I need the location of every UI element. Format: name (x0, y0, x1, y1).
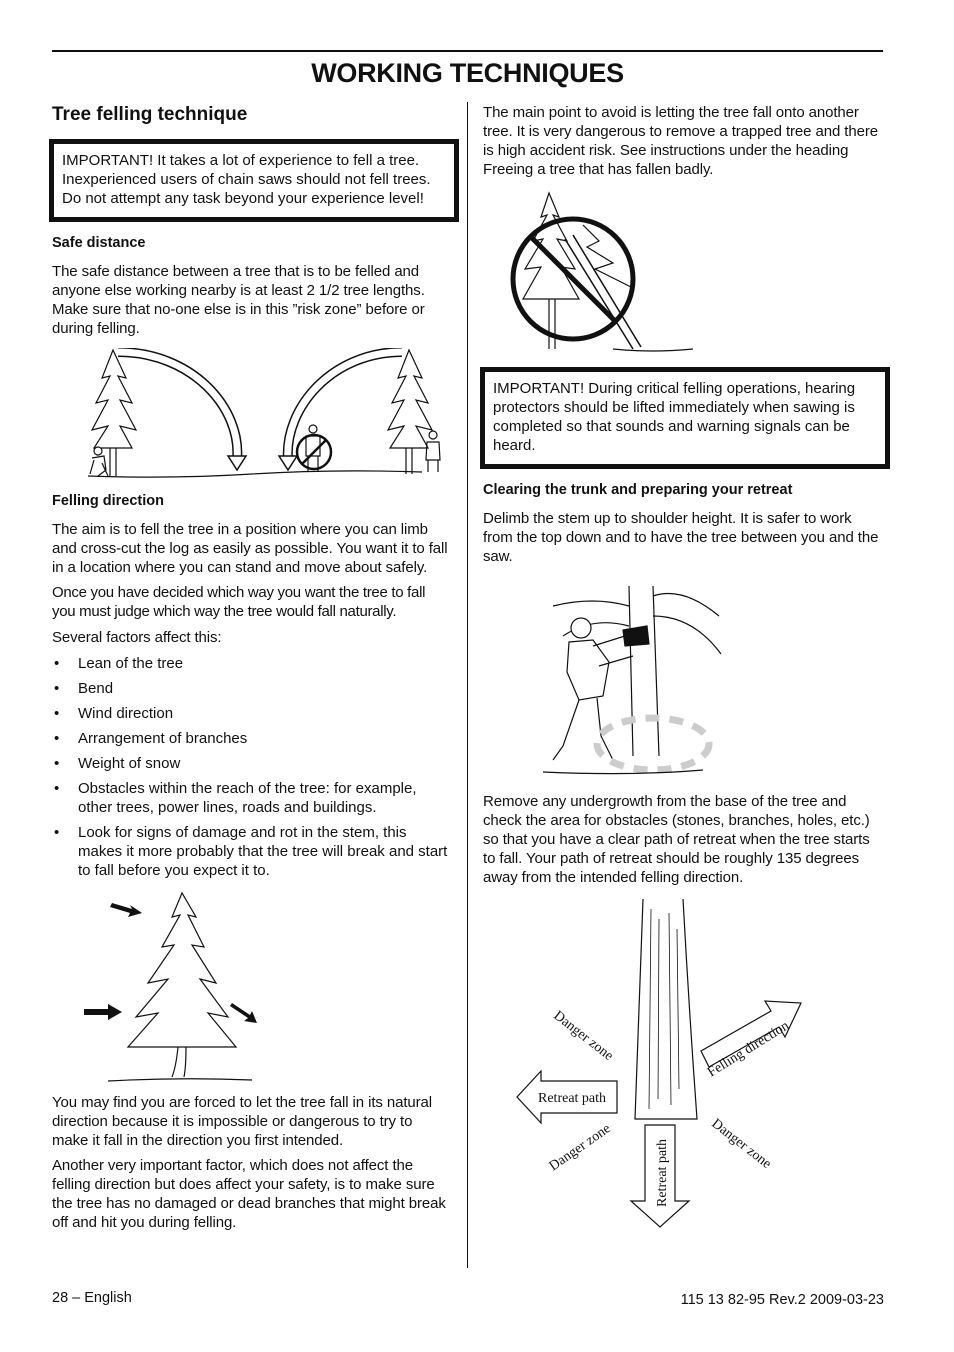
felling-paragraph-2: Once you have decided which way you want the tree to fall you must judge which way the tree would fall naturally. (52, 584, 426, 620)
dead-branches-paragraph: Another very important factor, which does not affect the felling direction but does affect your safety, is to make sure the tree has no damaged or dead branches that might break off and hit you during felling. (52, 1157, 446, 1231)
diagram-label-danger-zone-bottom-right: Danger zone (708, 1116, 774, 1172)
safe-distance-text: The safe distance between a tree that is to be felled and anyone else working nearby is at least 2 1/2 tree lengths. Make sure that no-one else is in this ”risk zone” before or during felling. (52, 263, 425, 337)
list-item: • Bend (52, 679, 450, 698)
list-item: • Weight of snow (52, 754, 450, 773)
diagram-label-retreat-path-down: Retreat path (655, 1138, 670, 1207)
tree-forces-illustration (52, 887, 450, 1087)
diagram-label-danger-zone-bottom-left: Danger zone (546, 1121, 614, 1175)
diagram-label-retreat-path-left: Retreat path (538, 1091, 607, 1106)
list-item: • Lean of the tree (52, 654, 450, 673)
diagram-label-felling-direction: Felling direction (705, 1018, 792, 1081)
clearing-paragraph-2: Remove any undergrowth from the base of the tree and check the area for obstacles (stones, branches, holes, etc.) so that you have a clear path of retreat when the tree starts to fall. Your path of retreat should be roughly 135 degrees away from the intended felling direction. (483, 793, 870, 886)
felling-direction-heading: Felling direction (52, 493, 164, 509)
list-item: • Obstacles within the reach of the tree: for example, other trees, power lines, roads and buildings. (52, 779, 450, 817)
no-tree-on-tree-illustration (483, 189, 883, 361)
felling-paragraph-3: Several factors affect this: (52, 629, 222, 646)
section-heading: Tree felling technique (52, 104, 248, 125)
header-rule (52, 50, 883, 52)
page-number: 28 – English (52, 1290, 132, 1306)
natural-direction-paragraph: You may find you are forced to let the tree fall in its natural direction because it is impossible or dangerous to try to make it fall in the direction you first intended. (52, 1094, 433, 1149)
right-column (483, 102, 883, 1234)
safe-distance-illustration (52, 348, 450, 488)
safe-distance-heading: Safe distance (52, 235, 146, 251)
column-divider (467, 102, 468, 1268)
diagram-label-danger-zone-top-left: Danger zone (550, 1008, 616, 1064)
factors-list (52, 654, 450, 880)
felling-paragraph-1: The aim is to fell the tree in a position where you can limb and cross-cut the log as easily as possible. You want it to fall in a location where you can stand and move about safely. (52, 521, 448, 576)
delimbing-illustration (483, 576, 883, 782)
retreat-path-diagram (483, 899, 883, 1234)
list-item: • Look for signs of damage and rot in the stem, this makes it more probably that the tree will break and start to fall before you expect it to. (52, 823, 450, 880)
left-column (52, 102, 450, 1232)
list-item: • Wind direction (52, 704, 450, 723)
important-notice-hearing: IMPORTANT! During critical felling operations, hearing protectors should be lifted immediately when sawing is completed so that sounds and warning signals can be heard. (480, 367, 890, 469)
list-item: • Arrangement of branches (52, 729, 450, 748)
clearing-paragraph-1: Delimb the stem up to shoulder height. It is safer to work from the top down and to have the tree between you and the saw. (483, 510, 879, 565)
document-number: 115 13 82-95 Rev.2 2009-03-23 (680, 1292, 884, 1308)
clearing-heading: Clearing the trunk and preparing your retreat (483, 482, 793, 498)
important-notice-experience: IMPORTANT! It takes a lot of experience to fell a tree. Inexperienced users of chain saws should not fell trees. Do not attempt any task beyond your experience level! (49, 139, 459, 222)
trapped-tree-paragraph: The main point to avoid is letting the tree fall onto another tree. It is very dangerous to remove a trapped tree and there is high accident risk. See instructions under the heading Freeing a tree that has fallen badly. (483, 104, 878, 178)
page-title: WORKING TECHNIQUES (311, 58, 624, 88)
